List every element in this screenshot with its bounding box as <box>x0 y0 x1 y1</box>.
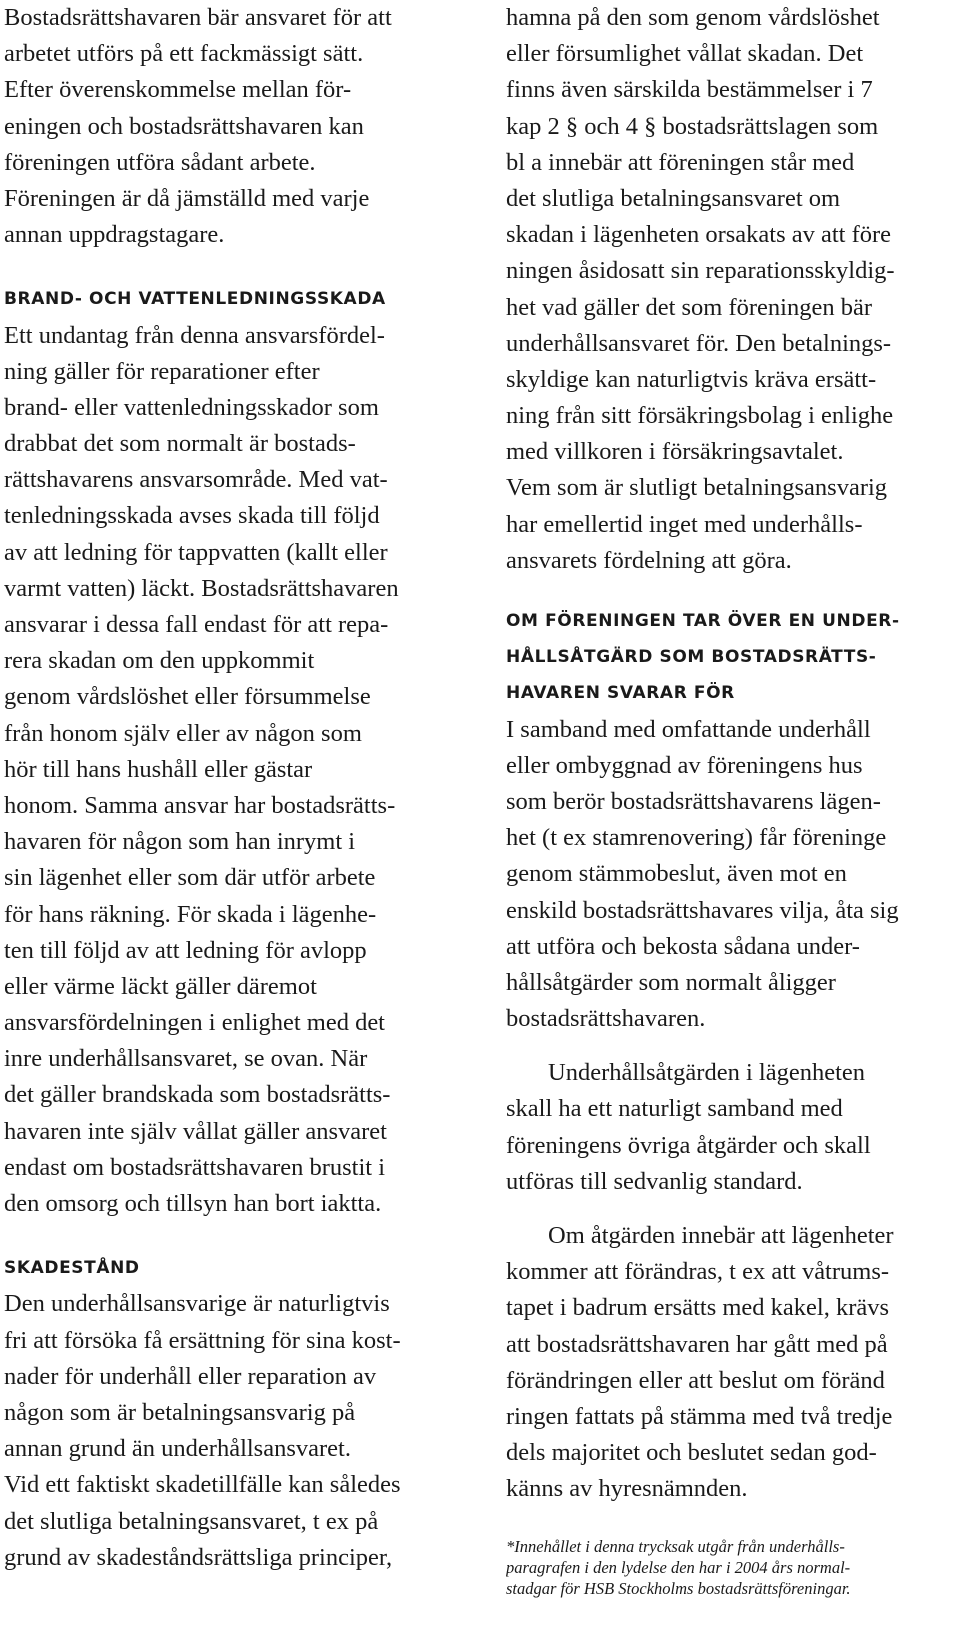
paragraph <box>506 1218 960 1508</box>
text-line: bl a innebär att föreningen står med <box>506 148 855 176</box>
text-line: hamna på den som genom vårdslöshet <box>506 4 880 31</box>
text-line: med villkoren i försäkringsavtalet. <box>506 438 844 466</box>
text-line: finns även särskilda bestämmelser i 7 <box>506 76 873 104</box>
text-line: Föreningen är då jämställd med varje <box>4 184 370 212</box>
text-line: skyldige kan naturligtvis kräva ersätt- <box>506 365 877 393</box>
text-line: enskild bostadsrättshavares vilja, åta sig <box>506 896 899 924</box>
left-column <box>4 0 472 1576</box>
text-line: från honom själv eller av någon som <box>4 719 362 747</box>
text-line: dels majoritet och beslutet sedan god- <box>506 1439 877 1467</box>
text-line: som berör bostadsrättshavarens lägen- <box>506 787 881 815</box>
text-line: utföras till sedvanlig standard. <box>506 1167 803 1195</box>
text-line: Efter överenskommelse mellan för- <box>4 76 352 104</box>
text-line: tapet i badrum ersätts med kakel, krävs <box>506 1294 890 1322</box>
text-line: ning gäller för reparationer efter <box>4 357 320 385</box>
text-line: fri att försöka få ersättning för sina kost- <box>4 1326 401 1354</box>
text-line: eller värme läckt gäller däremot <box>4 972 317 1000</box>
footnote-line: stadgar för HSB Stockholms bostadsrättsföreningar. <box>506 1578 851 1598</box>
continued-paragraph <box>506 0 960 579</box>
text-line: har emellertid inget med underhålls- <box>506 510 863 538</box>
text-line: arbetet utförs på ett fackmässigt sätt. <box>4 40 364 68</box>
text-line: den omsorg och tillsyn han bort iaktta. <box>4 1190 382 1217</box>
text-line: grund av skadeståndsrättsliga principer, <box>4 1543 393 1571</box>
spacer <box>4 1222 472 1250</box>
text-line: ningen åsidosatt sin reparationsskyldig- <box>506 257 895 285</box>
text-line: ansvarar i dessa fall endast för att repa- <box>4 611 389 638</box>
text-line: eller ombyggnad av föreningens hus <box>506 751 863 779</box>
text-line: ansvarets fördelning att göra. <box>506 546 792 574</box>
text-line: ning från sitt försäkringsbolag i enlighe <box>506 402 894 430</box>
text-line: Vid ett faktiskt skadetillfälle kan således <box>4 1471 401 1499</box>
text-line: hållsåtgärder som normalt åligger <box>506 968 836 996</box>
section-heading: OM FÖRENINGEN TAR ÖVER EN UNDER- <box>506 611 900 631</box>
text-line: genom vårdslöshet eller försummelse <box>4 683 371 711</box>
text-line: genom stämmobeslut, även mot en <box>506 860 847 888</box>
text-line: bostadsrättshavaren. <box>506 1005 706 1033</box>
section-heading: SKADESTÅND <box>4 1258 140 1279</box>
text-line: föreningens övriga åtgärder och skall <box>506 1131 871 1159</box>
text-line: honom. Samma ansvar har bostadsrätts- <box>4 791 396 819</box>
text-line: het (t ex stamrenovering) får föreninge <box>506 824 887 852</box>
text-line: för hans räkning. För skada i lägenhe- <box>4 900 377 928</box>
paragraph <box>506 712 960 1038</box>
text-line: Den underhållsansvarige är naturligtvis <box>4 1290 390 1318</box>
text-line: inre underhållsansvaret, se ovan. När <box>4 1045 368 1073</box>
footnote <box>506 1536 960 1599</box>
text-line: det slutliga betalningsansvaret, t ex på <box>4 1507 379 1535</box>
text-line: Om åtgärden innebär att lägenheter <box>548 1222 894 1249</box>
text-line: het vad gäller det som föreningen bär <box>506 293 873 321</box>
section-brand-vattenledningsskada <box>4 281 472 1222</box>
text-line: annan uppdragstagare. <box>4 221 225 249</box>
text-line: underhållsansvaret för. Den betalnings- <box>506 329 892 357</box>
text-line: havaren för någon som han inrymt i <box>4 828 356 856</box>
text-line: nader för underhåll eller reparation av <box>4 1362 377 1390</box>
text-line: eller försumlighet vållat skadan. Det <box>506 40 864 68</box>
section-skadestand <box>4 1250 472 1576</box>
text-line: skadan i lägenheten orsakats av att före <box>506 221 892 249</box>
text-line: Vem som är slutligt betalningsansvarig <box>506 474 888 502</box>
text-line: att bostadsrättshavaren har gått med på <box>506 1330 888 1358</box>
footnote-line: paragrafen i den lydelse den har i 2004 års normal- <box>506 1557 851 1577</box>
section-om-foreningen <box>506 603 960 1508</box>
text-line: hör till hans hushåll eller gästar <box>4 755 313 783</box>
text-line: rera skadan om den uppkommit <box>4 647 315 675</box>
text-line: förändringen eller att beslut om föränd <box>506 1366 885 1394</box>
text-line: ten till följd av att ledning för avlopp <box>4 936 367 964</box>
spacer <box>506 1508 960 1536</box>
text-line: Bostadsrättshavaren bär ansvaret för att <box>4 4 392 31</box>
text-line: föreningen utföra sådant arbete. <box>4 148 316 176</box>
text-line: det slutliga betalningsansvaret om <box>506 184 841 212</box>
text-line: att utföra och bekosta sådana under- <box>506 932 860 960</box>
text-line: endast om bostadsrättshavaren brustit i <box>4 1153 386 1181</box>
text-line: brand- eller vattenledningsskador som <box>4 393 379 421</box>
text-line: någon som är betalningsansvarig på <box>4 1398 356 1426</box>
text-line: eningen och bostadsrättshavaren kan <box>4 112 364 140</box>
text-line: drabbat det som normalt är bostads- <box>4 430 356 458</box>
text-line: rättshavarens ansvarsområde. Med vat- <box>4 466 388 494</box>
spacer <box>4 253 472 281</box>
text-line: I samband med omfattande underhåll <box>506 715 871 743</box>
spacer <box>506 1037 960 1055</box>
text-line: känns av hyresnämnden. <box>506 1475 748 1503</box>
spacer <box>506 579 960 603</box>
text-line: annan grund än underhållsansvaret. <box>4 1435 351 1463</box>
text-line: Ett undantag från denna ansvarsfördel- <box>4 321 385 349</box>
text-line: av att ledning för tappvatten (kallt eller <box>4 538 388 566</box>
text-line: kommer att förändras, t ex att våtrums- <box>506 1258 890 1286</box>
text-line: Underhållsåtgärden i lägenheten <box>548 1059 866 1087</box>
text-line: sin lägenhet eller som där utför arbete <box>4 864 376 892</box>
spacer <box>506 1200 960 1218</box>
section-heading: BRAND- OCH VATTENLEDNINGSSKADA <box>4 289 386 310</box>
text-line: tenledningsskada avses skada till följd <box>4 502 380 530</box>
section-heading: HAVAREN SVARAR FÖR <box>506 683 735 704</box>
text-line: ansvarsfördelningen i enlighet med det <box>4 1009 385 1037</box>
text-line: kap 2 § och 4 § bostadsrättslagen som <box>506 112 879 140</box>
paragraph <box>506 1055 960 1200</box>
text-line: skall ha ett naturligt samband med <box>506 1095 843 1123</box>
intro-paragraph <box>4 0 472 253</box>
right-column <box>506 0 960 1599</box>
text-line: ringen fattats på stämma med två tredje <box>506 1402 893 1430</box>
text-line: varmt vatten) läckt. Bostadsrättshavaren <box>4 574 399 602</box>
footnote-line: *Innehållet i denna trycksak utgår från underhålls- <box>506 1536 845 1556</box>
text-line: havaren inte själv vållat gäller ansvaret <box>4 1117 387 1145</box>
section-heading: HÅLLSÅTGÄRD SOM BOSTADSRÄTTS- <box>506 647 877 668</box>
text-line: det gäller brandskada som bostadsrätts- <box>4 1081 391 1109</box>
